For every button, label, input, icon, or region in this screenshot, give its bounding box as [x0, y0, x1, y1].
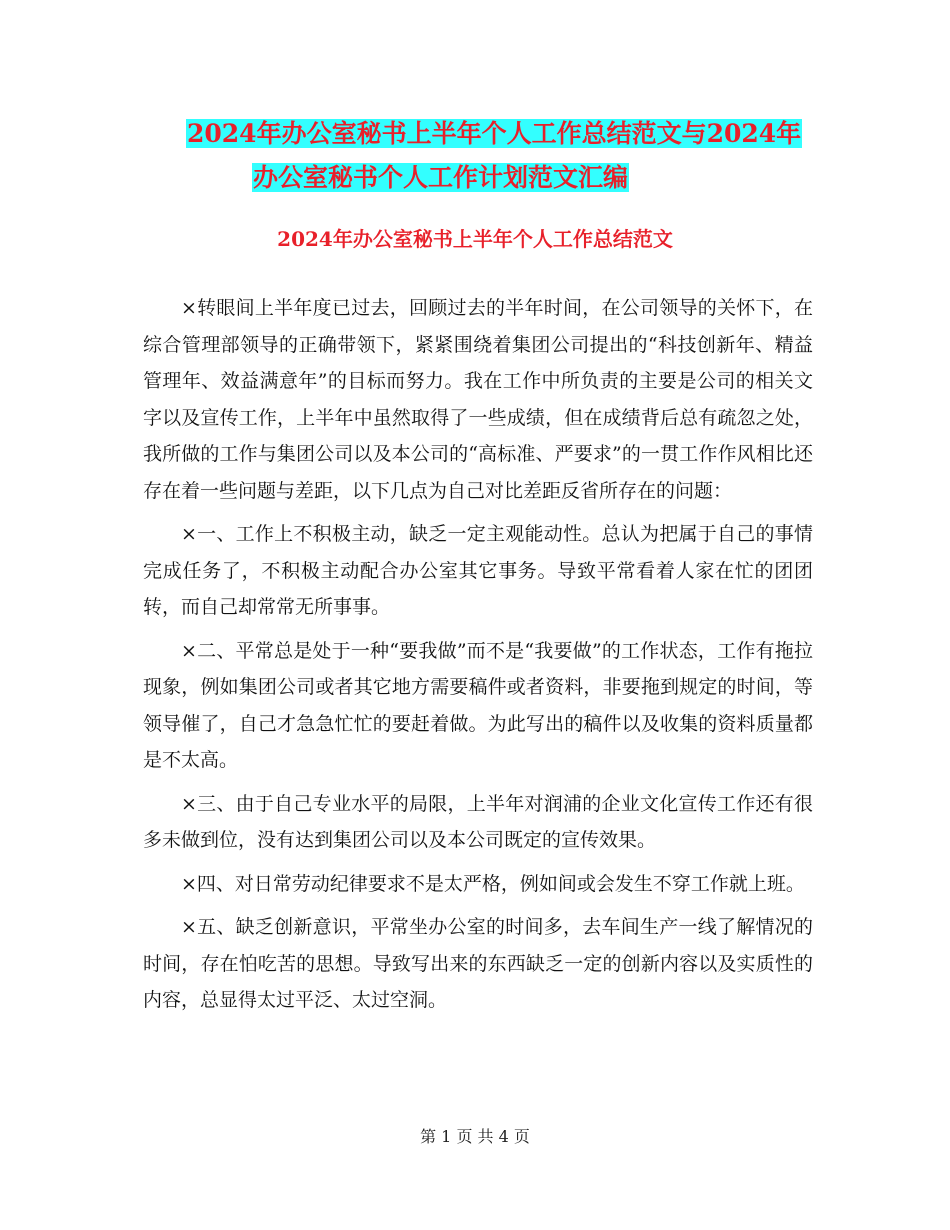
paragraph-item-2: ×二、平常总是处于一种“要我做”而不是“我要做”的工作状态，工作有拖拉现象，例如集团公司或者其它地方需要稿件或者资料，非要拖到规定的时间，等领导催了，自己才急急忙忙的要赶着做。为此写出的稿件以及收集的资料质量都是不太高。 [143, 639, 813, 771]
paragraph-intro: ×转眼间上半年度已过去，回顾过去的半年时间，在公司领导的关怀下，在综合管理部领导的正确带领下，紧紧围绕着集团公司提出的“科技创新年、精益管理年、效益满意年”的目标而努力。我在工作中所负责的主要是公司的相关文字以及宣传工作，上半年中虽然取得了一些成绩，但在成绩背后总有疏忽之处，我所做的工作与集团公司以及本公司的“高标准、严要求”的一贯工作作风相比还存在着一些问题与差距，以下几点为自己对比差距反省所存在的问题： [143, 297, 813, 502]
main-title-line-1 [186, 112, 950, 156]
main-title-line-2 [252, 156, 950, 200]
main-title [0, 112, 950, 200]
paragraph-item-1: ×一、工作上不积极主动，缺乏一定主观能动性。总认为把属于自己的事情完成任务了，不积极主动配合办公室其它事务。导致平常看着人家在忙的团团转，而自己却常常无所事事。 [143, 523, 813, 618]
paragraph-item-4: ×四、对日常劳动纪律要求不是太严格，例如间或会发生不穿工作就上班。 [181, 872, 805, 895]
main-title-line-1-text: 2024年办公室秘书上半年个人工作总结范文与2024年 [187, 119, 802, 148]
document-body [143, 290, 813, 1026]
section-title: 2024年办公室秘书上半年个人工作总结范文 [277, 227, 673, 251]
paragraph-item-3: ×三、由于自己专业水平的局限，上半年对润浦的企业文化宣传工作还有很多未做到位，没有达到集团公司以及本公司既定的宣传效果。 [143, 792, 813, 851]
page-number-footer: 第 1 页 共 4 页 [420, 1127, 530, 1146]
paragraph-item-5: ×五、缺乏创新意识，平常坐办公室的时间多，去车间生产一线了解情况的时间，存在怕吃苦的思想。导致写出来的东西缺乏一定的创新内容以及实质性的内容，总显得太过平泛、太过空洞。 [143, 916, 813, 1011]
main-title-line-2-text: 办公室秘书个人工作计划范文汇编 [253, 163, 629, 192]
